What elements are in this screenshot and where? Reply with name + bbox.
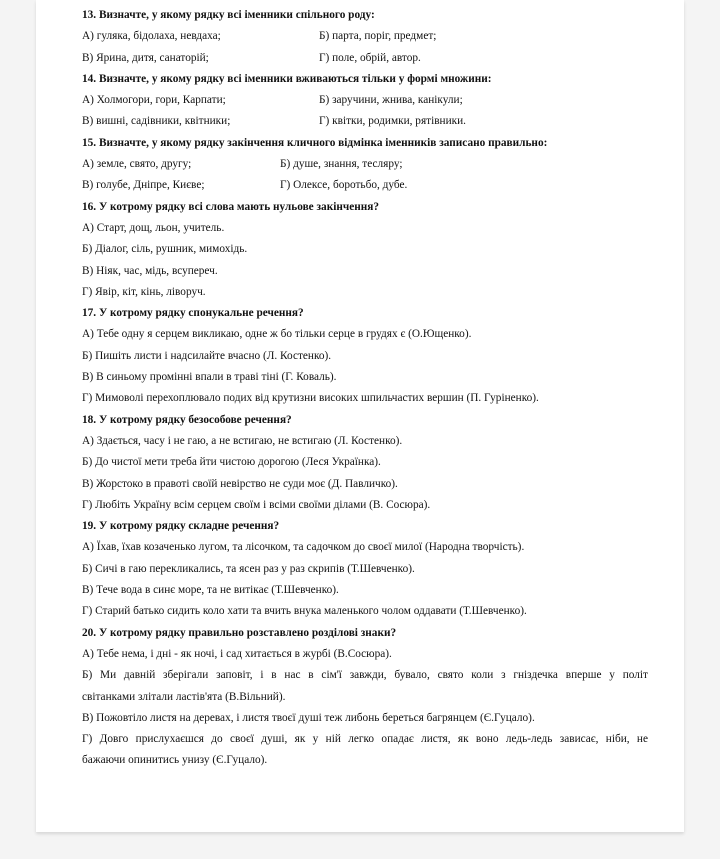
question-14-option-b: Б) заручини, жнива, канікули; xyxy=(319,94,463,107)
question-19-option-d: Г) Старий батько сидить коло хати та вчить внука маленького чолом оддавати (Т.Шевченко). xyxy=(82,605,527,618)
question-14-row-1 xyxy=(82,90,648,111)
document-page xyxy=(36,0,684,832)
question-13-option-b: Б) парта, поріг, предмет; xyxy=(319,30,437,43)
question-17-option-a: А) Тебе одну я серцем викликаю, одне ж бо тільки серце в грудях є (О.Ющенко). xyxy=(82,328,472,341)
question-20-option-c: В) Пожовтіло листя на деревах, і листя твоєї душі теж либонь береться багрянцем (Є.Гуцало). xyxy=(82,711,535,724)
question-14-option-d: Г) квітки, родимки, рятівники. xyxy=(319,115,466,128)
question-15-option-c: В) голубе, Дніпре, Києве; xyxy=(82,179,205,192)
question-18-option-d: Г) Любіть Україну всім серцем своїм і всіми своїми ділами (В. Сосюра). xyxy=(82,498,431,511)
question-13-row-1 xyxy=(82,26,648,47)
question-16-title: 16. У котрому рядку всі слова мають нульове закінчення? xyxy=(82,200,380,213)
question-13-title: 13. Визначте, у якому рядку всі іменники спільного роду: xyxy=(82,9,375,21)
question-15-option-d: Г) Олексе, боротьбо, дубе. xyxy=(280,179,408,192)
question-20-option-d-line-1: Г) Довго прислухаєшся до своєї душі, як у ній легко опадає листя, як воно ледь-ледь зависає, ніби, не xyxy=(82,733,648,746)
question-16-option-c: В) Ніяк, час, мідь, всупереч. xyxy=(82,264,218,277)
question-16-option-d: Г) Явір, кіт, кінь, ліворуч. xyxy=(82,285,206,298)
question-18-option-c: В) Жорстоко в правоті своїй невірство не суди моє (Д. Павличко). xyxy=(82,477,398,490)
question-15-option-a: А) земле, свято, другу; xyxy=(82,158,192,171)
question-20-option-b-line-2: світанками злітали ластів'ята (В.Вільний). xyxy=(82,690,286,703)
document-content xyxy=(82,5,648,772)
question-13-row-2 xyxy=(82,48,648,69)
question-18-option-b: Б) До чистої мети треба йти чистою дорогою (Леся Українка). xyxy=(82,456,381,469)
question-13-option-c: В) Ярина, дитя, санаторій; xyxy=(82,51,209,64)
question-14-row-2 xyxy=(82,111,648,132)
question-16-option-b: Б) Діалог, сіль, рушник, мимохідь. xyxy=(82,243,248,256)
question-14-option-c: В) вишні, садівники, квітники; xyxy=(82,115,231,128)
question-15-option-b: Б) душе, знання, тесляру; xyxy=(280,158,403,171)
question-17-title: 17. У котрому рядку спонукальне речення? xyxy=(82,307,304,320)
question-20-option-d-line-2: бажаючи опинитись унизу (Є.Гуцало). xyxy=(82,754,268,767)
question-20-option-a: А) Тебе нема, і дні - як ночі, і сад хитається в журбі (В.Сосюра). xyxy=(82,647,392,660)
question-13-option-d: Г) поле, обрій, автор. xyxy=(319,51,421,64)
question-15-title: 15. Визначте, у якому рядку закінчення кличного відмінка іменників записано правильно: xyxy=(82,136,548,149)
question-14-title: 14. Визначте, у якому рядку всі іменники вживаються тільки у формі множини: xyxy=(82,72,492,85)
question-17-option-c: В) В синьому промінні впали в траві тіні (Г. Коваль). xyxy=(82,371,337,384)
question-19-title: 19. У котрому рядку складне речення? xyxy=(82,520,280,533)
question-16-option-a: А) Старт, дощ, льон, учитель. xyxy=(82,221,225,234)
question-13-option-a: А) гуляка, бідолаха, невдаха; xyxy=(82,30,221,43)
question-20-title: 20. У котрому рядку правильно розставлено розділові знаки? xyxy=(82,626,397,639)
question-17-option-d: Г) Мимоволі перехоплювало подих від крутизни високих шпильчастих вершин (П. Гуріненко). xyxy=(82,392,539,405)
question-19-option-b: Б) Сичі в гаю перекликались, та ясен раз у раз скрипів (Т.Шевченко). xyxy=(82,562,415,575)
question-18-option-a: А) Здається, часу і не гаю, а не встигаю, не встигаю (Л. Костенко). xyxy=(82,434,403,447)
question-14-option-a: А) Холмогори, гори, Карпати; xyxy=(82,94,226,107)
question-18-title: 18. У котрому рядку безособове речення? xyxy=(82,413,292,426)
question-17-option-b: Б) Пишіть листи і надсилайте вчасно (Л. Костенко). xyxy=(82,349,332,362)
question-20-option-b-line-1: Б) Ми давній зберігали заповіт, і в нас в сім'ї завжди, бувало, свято коли з гніздечка вперше у політ xyxy=(82,669,648,682)
question-19-option-a: А) Їхав, їхав козаченько лугом, та лісочком, та садочком до своєї милої (Народна творчість). xyxy=(82,541,525,554)
question-19-option-c: В) Тече вода в синє море, та не витікає (Т.Шевченко). xyxy=(82,584,339,597)
question-15-row-1 xyxy=(82,154,648,175)
question-15-row-2 xyxy=(82,175,648,196)
